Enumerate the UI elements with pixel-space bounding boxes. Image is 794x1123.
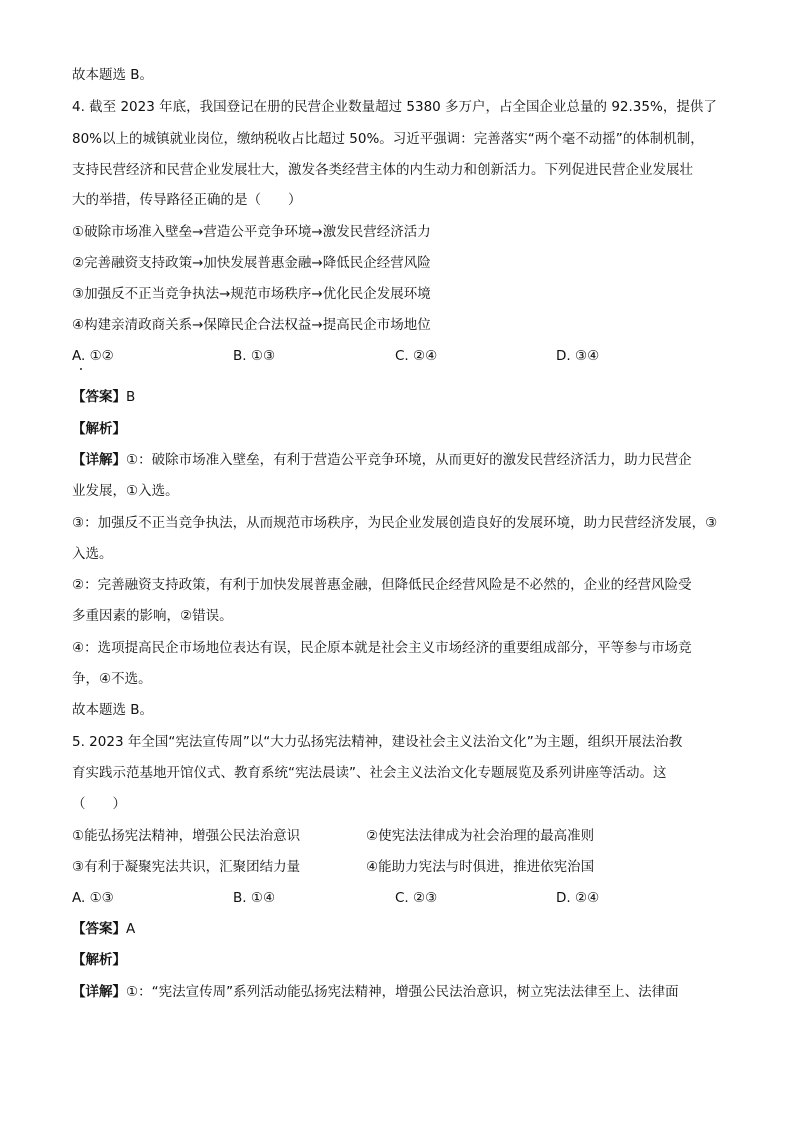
answer-tag: 【答案】 <box>72 389 126 405</box>
question-5-option-b: B. ①④ <box>233 890 276 906</box>
question-4-option-c: C. ②④ <box>395 348 438 364</box>
question-5-statement-1: ①能弘扬宪法精神，增强公民法治意识 <box>72 828 301 844</box>
question-5-stem-line-2: 育实践示范基地开馆仪式、教育系统“宪法晨读”、社会主义法治文化专题展览及系列讲座等活动。这 <box>72 765 667 781</box>
question-5-statement-2: ②使宪法法律成为社会治理的最高准则 <box>366 828 595 844</box>
answer-value: B <box>126 389 136 405</box>
question-5-analysis-heading: 【解析】 <box>72 952 126 968</box>
question-4-stem-line-1: 4. 截至 2023 年底，我国登记在册的民营企业数量超过 5380 多万户，占全国企业总量的 92.35%，提供了 <box>72 99 717 115</box>
answer-value: A <box>126 921 136 937</box>
question-4-explanation-3a: ②：完善融资支持政策，有利于加快发展普惠金融，但降低民企经营风险是不必然的，企业的经营风险受 <box>72 577 692 593</box>
question-4-option-a: A. ①② <box>72 348 114 364</box>
question-4-explanation-2b: 入选。 <box>72 546 113 562</box>
question-4-answer <box>72 387 135 407</box>
question-4-explanation-4a: ④：选项提高民企市场地位表达有误，民企原本就是社会主义市场经济的重要组成部分，平等参与市场竞 <box>72 640 692 656</box>
question-5-stem-line-1: 5. 2023 年全国“宪法宣传周”以“大力弘扬宪法精神，建设社会主义法治文化”为主题，组织开展法治教 <box>72 734 683 750</box>
question-5-statement-3: ③有利于凝聚宪法共识，汇聚团结力量 <box>72 859 301 875</box>
question-5-option-a: A. ①③ <box>72 890 114 906</box>
question-4-analysis-heading: 【解析】 <box>72 421 126 437</box>
question-4-explanation-1a <box>72 450 692 470</box>
question-4-explanation-1b: 业发展，①入选。 <box>72 483 179 499</box>
explanation-text: ①：破除市场准入壁垒，有利于营造公平竞争环境，从而更好的激发民营经济活力，助力民营企 <box>126 452 692 468</box>
question-5-answer <box>72 919 135 939</box>
question-4-statement-2: ②完善融资支持政策→加快发展普惠金融→降低民企经营风险 <box>72 255 431 271</box>
question-4-statement-1: ①破除市场准入壁垒→营造公平竞争环境→激发民营经济活力 <box>72 224 431 240</box>
question-4-explanation-2a: ③：加强反不正当竞争执法，从而规范市场秩序，为民企业发展创造良好的发展环境，助力民营经济发展，③ <box>72 515 718 531</box>
question-4-stem-line-3: 支持民营经济和民营企业发展壮大，激发各类经营主体的内生动力和创新活力。下列促进民营企业发展壮 <box>72 162 693 178</box>
question-5-statement-4: ④能助力宪法与时俱进，推进依宪治国 <box>366 859 595 875</box>
stray-mark <box>80 368 82 370</box>
answer-tag: 【答案】 <box>72 921 126 937</box>
question-4-option-b: B. ①③ <box>233 348 276 364</box>
detail-tag: 【详解】 <box>72 984 126 1000</box>
explanation-text: ①：“宪法宣传周”系列活动能弘扬宪法精神，增强公民法治意识，树立宪法法律至上、法律面 <box>126 984 679 1000</box>
question-5-stem-line-3: （ ） <box>72 796 126 812</box>
question-5-option-c: C. ②③ <box>395 890 438 906</box>
question-4-explanation-4b: 争，④不选。 <box>72 671 152 687</box>
question-4-stem-line-2: 80%以上的城镇就业岗位，缴纳税收占比超过 50%。习近平强调：完善落实“两个毫不动摇”的体制机制， <box>72 131 704 147</box>
question-5-option-d: D. ②④ <box>556 890 600 906</box>
question-4-conclusion: 故本题选 B。 <box>72 702 154 718</box>
question-4-statement-4: ④构建亲清政商关系→保障民企合法权益→提高民企市场地位 <box>72 317 431 333</box>
question-4-explanation-3b: 多重因素的影响，②错误。 <box>72 608 233 624</box>
detail-tag: 【详解】 <box>72 452 126 468</box>
question-4-statement-3: ③加强反不正当竞争执法→规范市场秩序→优化民企发展环境 <box>72 286 431 302</box>
question-5-explanation-1 <box>72 982 679 1002</box>
conclusion-prev: 故本题选 B。 <box>72 67 154 83</box>
question-4-stem-line-4: 大的举措，传导路径正确的是（ ） <box>72 192 302 208</box>
question-4-option-d: D. ③④ <box>556 348 600 364</box>
